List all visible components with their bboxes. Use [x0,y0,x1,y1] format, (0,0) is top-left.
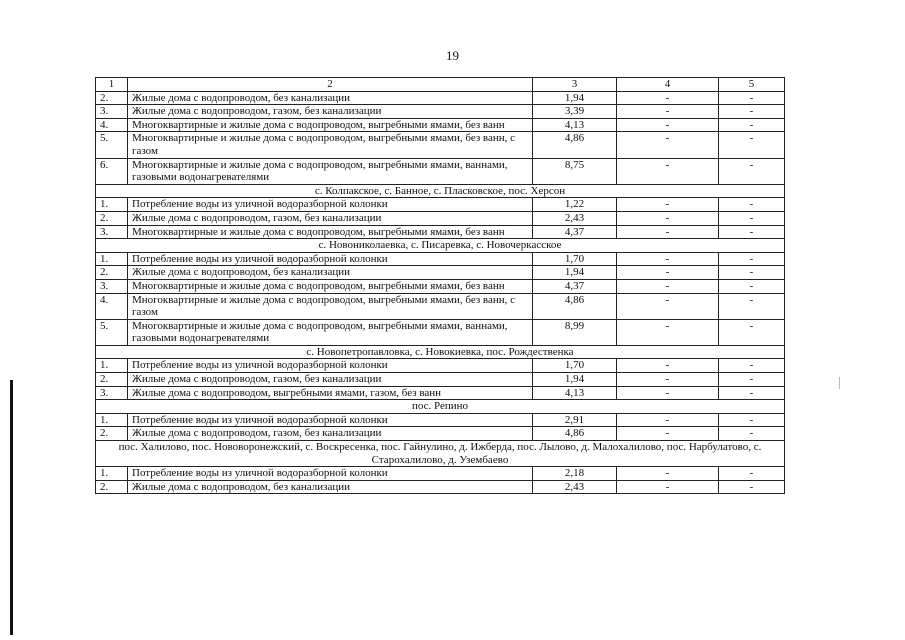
header-row [96,78,785,92]
row-description: Жилые дома с водопроводом, газом, без канализации [128,427,533,441]
table-row [96,252,785,266]
table-row [96,373,785,387]
row-col4: - [617,467,719,481]
row-number: 1. [96,359,128,373]
table-row [96,211,785,225]
table-row [96,198,785,212]
row-col4: - [617,105,719,119]
tariff-table [95,77,785,494]
column-header-1: 1 [96,78,128,92]
row-description: Жилые дома с водопроводом, без канализации [128,266,533,280]
row-number: 1. [96,252,128,266]
row-col4: - [617,225,719,239]
row-value: 1,22 [533,198,617,212]
section-header-row [96,441,785,467]
row-col4: - [617,158,719,184]
row-number: 3. [96,279,128,293]
section-title: пос. Халилово, пос. Нововоронежский, с. Воскресенка, пос. Гайнулино, д. Ижберда, пос. Лылово, д. Малохалилово, пос. Нарбулатово, с. Старохалилово, д. Узембаево [96,441,785,467]
section-title: с. Новониколаевка, с. Писаревка, с. Новочеркасское [96,239,785,253]
table-row [96,105,785,119]
row-number: 2. [96,373,128,387]
row-description: Многоквартирные и жилые дома с водопроводом, выгребными ямами, ваннами, газовыми водонагревателями [128,319,533,345]
row-value: 3,39 [533,105,617,119]
row-value: 1,70 [533,359,617,373]
row-description: Многоквартирные и жилые дома с водопроводом, выгребными ямами, без ванн [128,225,533,239]
row-col4: - [617,252,719,266]
row-number: 2. [96,427,128,441]
row-col5: - [719,105,785,119]
row-description: Жилые дома с водопроводом, газом, без канализации [128,373,533,387]
row-col5: - [719,467,785,481]
row-number: 6. [96,158,128,184]
row-col4: - [617,132,719,158]
row-number: 3. [96,225,128,239]
row-description: Жилые дома с водопроводом, выгребными ямами, газом, без ванн [128,386,533,400]
table-row [96,118,785,132]
row-col5: - [719,225,785,239]
row-description: Потребление воды из уличной водоразборной колонки [128,413,533,427]
section-title: с. Новопетропавловка, с. Новокиевка, пос. Рождественка [96,345,785,359]
row-col5: - [719,319,785,345]
row-col5: - [719,158,785,184]
row-col5: - [719,132,785,158]
table-body [96,78,785,494]
row-value: 4,37 [533,279,617,293]
row-value: 8,99 [533,319,617,345]
row-value: 4,86 [533,132,617,158]
column-header-3: 3 [533,78,617,92]
row-col5: - [719,293,785,319]
row-col4: - [617,266,719,280]
row-col5: - [719,480,785,494]
row-description: Многоквартирные и жилые дома с водопроводом, выгребными ямами, без ванн, с газом [128,293,533,319]
row-number: 2. [96,480,128,494]
table-row [96,319,785,345]
row-number: 5. [96,319,128,345]
row-number: 3. [96,105,128,119]
row-col5: - [719,198,785,212]
row-value: 4,86 [533,427,617,441]
row-description: Многоквартирные и жилые дома с водопроводом, выгребными ямами, без ванн [128,279,533,293]
table-row [96,480,785,494]
section-header-row [96,239,785,253]
table-row [96,413,785,427]
row-col4: - [617,211,719,225]
row-description: Многоквартирные и жилые дома с водопроводом, выгребными ямами, без ванн, с газом [128,132,533,158]
table-row [96,91,785,105]
row-description: Многоквартирные и жилые дома с водопроводом, выгребными ямами, без ванн [128,118,533,132]
row-col5: - [719,359,785,373]
row-value: 4,13 [533,118,617,132]
row-col5: - [719,279,785,293]
row-col5: - [719,211,785,225]
column-header-4: 4 [617,78,719,92]
row-col4: - [617,373,719,387]
row-description: Жилые дома с водопроводом, без канализации [128,91,533,105]
row-col5: - [719,91,785,105]
row-value: 4,86 [533,293,617,319]
row-value: 2,43 [533,480,617,494]
row-number: 4. [96,118,128,132]
row-col4: - [617,319,719,345]
row-col4: - [617,293,719,319]
column-header-5: 5 [719,78,785,92]
row-value: 1,94 [533,266,617,280]
row-number: 2. [96,266,128,280]
scan-speck [839,377,840,389]
row-value: 1,70 [533,252,617,266]
row-description: Жилые дома с водопроводом, газом, без канализации [128,105,533,119]
row-number: 1. [96,198,128,212]
row-value: 2,91 [533,413,617,427]
row-value: 1,94 [533,373,617,387]
row-description: Потребление воды из уличной водоразборной колонки [128,198,533,212]
table-row [96,225,785,239]
row-description: Потребление воды из уличной водоразборной колонки [128,252,533,266]
row-number: 2. [96,91,128,105]
row-col4: - [617,386,719,400]
row-value: 2,43 [533,211,617,225]
section-title: с. Колпакское, с. Банное, с. Пласковское, пос. Херсон [96,184,785,198]
row-description: Потребление воды из уличной водоразборной колонки [128,467,533,481]
row-col4: - [617,118,719,132]
section-header-row [96,345,785,359]
table-row [96,427,785,441]
row-value: 4,37 [533,225,617,239]
row-number: 3. [96,386,128,400]
row-description: Многоквартирные и жилые дома с водопроводом, выгребными ямами, ваннами, газовыми водонагревателями [128,158,533,184]
row-col5: - [719,427,785,441]
table-row [96,293,785,319]
row-value: 1,94 [533,91,617,105]
section-title: пос. Репино [96,400,785,414]
row-col5: - [719,413,785,427]
row-value: 2,18 [533,467,617,481]
row-value: 8,75 [533,158,617,184]
row-col4: - [617,91,719,105]
scan-edge-mark [10,380,13,635]
row-col4: - [617,413,719,427]
page-number: 19 [446,48,459,63]
row-col5: - [719,373,785,387]
row-description: Потребление воды из уличной водоразборной колонки [128,359,533,373]
row-description: Жилые дома с водопроводом, газом, без канализации [128,211,533,225]
table-row [96,266,785,280]
section-header-row [96,400,785,414]
table-row [96,359,785,373]
row-number: 5. [96,132,128,158]
section-header-row [96,184,785,198]
row-col4: - [617,198,719,212]
row-col4: - [617,480,719,494]
row-col5: - [719,266,785,280]
row-col5: - [719,386,785,400]
column-header-2: 2 [128,78,533,92]
table-row [96,279,785,293]
row-number: 1. [96,467,128,481]
table-row [96,132,785,158]
row-number: 4. [96,293,128,319]
row-col4: - [617,359,719,373]
table-row [96,467,785,481]
row-col4: - [617,279,719,293]
row-number: 2. [96,211,128,225]
row-col5: - [719,118,785,132]
row-col4: - [617,427,719,441]
row-col5: - [719,252,785,266]
row-value: 4,13 [533,386,617,400]
table-row [96,158,785,184]
row-number: 1. [96,413,128,427]
table-row [96,386,785,400]
row-description: Жилые дома с водопроводом, без канализации [128,480,533,494]
